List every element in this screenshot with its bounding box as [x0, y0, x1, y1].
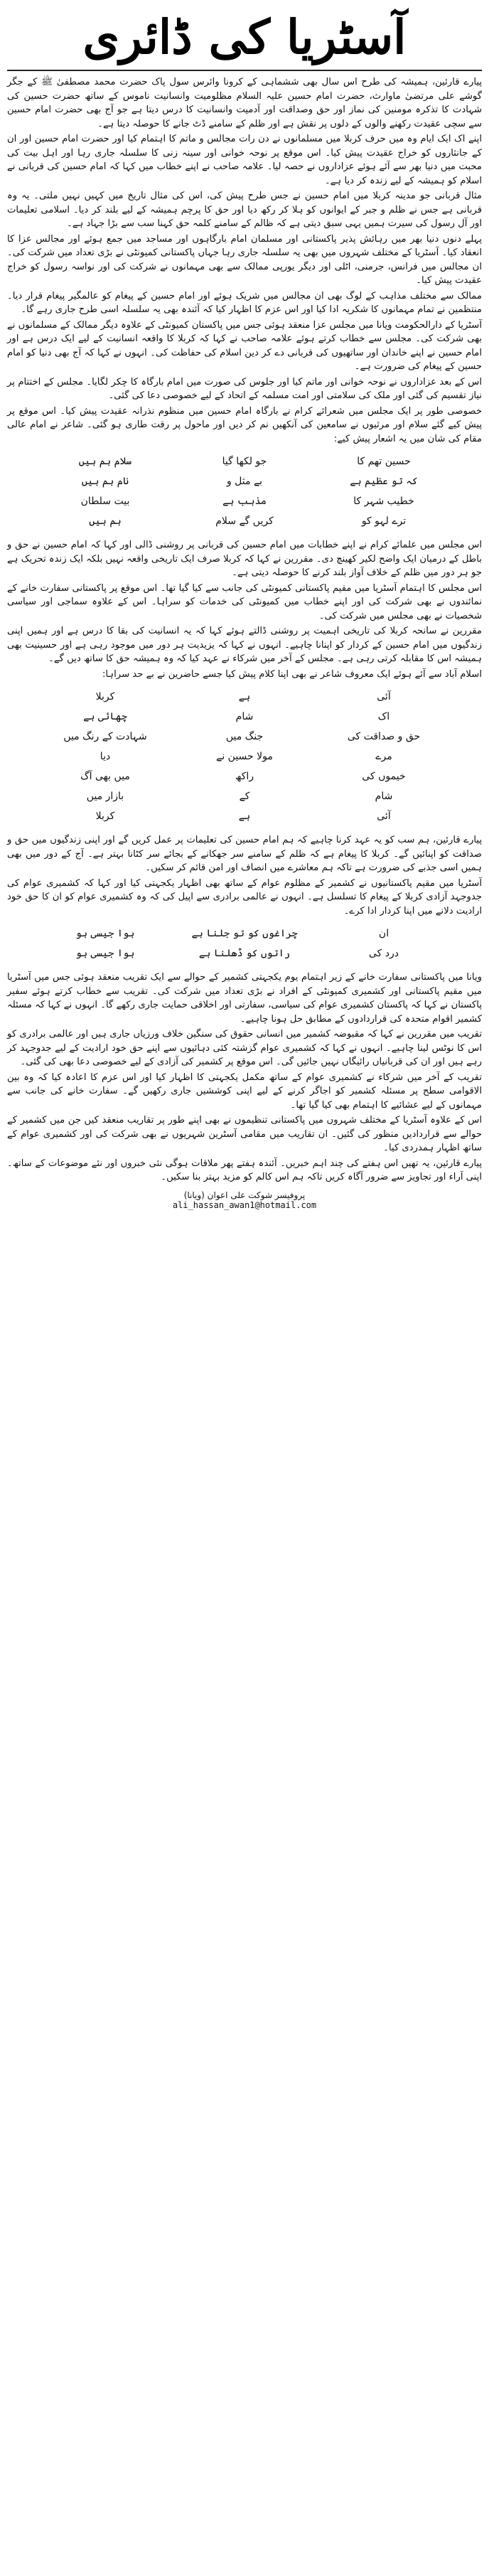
verse-segment: اک	[377, 711, 390, 722]
paragraph: پیارے قارئین، یہ تھیں اس ہفتے کی چند اہم خبریں۔ آئندہ ہفتے پھر ملاقات ہوگی نئی خبروں اور نئے موضوعات کے ساتھ۔ اپنی آراء اور تجاویز سے ضرور آگاہ کریں تاکہ ہم اس کالم کو مزید بہتر بنا سکیں۔	[7, 1158, 482, 1182]
verse-line	[36, 491, 453, 511]
verse-segment: درد کی	[368, 948, 399, 959]
verse-segment: آئی	[377, 691, 391, 702]
paragraph: اسلام آباد سے آئے ہوئے ایک معروف شاعر نے بھی اپنا کلام پیش کیا جسے حاضرین نے بے حد سراہا:	[102, 668, 482, 680]
verse-segment: حق و صداقت کی	[347, 731, 421, 742]
verse-segment: بیت سلطان	[80, 496, 130, 507]
verse-segment: دیا	[100, 751, 111, 762]
verse-segment: کریں گے سلام	[215, 515, 274, 527]
verse-segment: کے	[239, 791, 250, 802]
verse-segment: مذہب ہے	[222, 496, 267, 507]
paragraph: آسٹریا کے دارالحکومت ویانا میں مجلس عزا منعقد ہوئی جس میں پاکستان کمیونٹی کے علاوہ دیگر ممالک کے مسلمانوں نے بھی شرکت کی۔ مجلس سے خطاب کرتے ہوئے علامہ صاحب نے کہا کہ کربلا کا واقعہ انسانیت کے لیے ایک درس ہے اور امام حسین نے اپنے خاندان اور ساتھیوں کی قربانی دے کر دین اسلام کی حفاظت کی۔ انہوں نے کہا کہ آج بھی دنیا کو امام حسین کے پیغام کی ضرورت ہے۔	[7, 319, 482, 372]
verse-segment: کربلا	[95, 811, 115, 822]
verse-segment: ان	[378, 928, 389, 939]
verse-segment: ترے لہو کو	[361, 515, 407, 527]
verse-segment: ہوا جیسی ہو	[75, 928, 135, 939]
column-title: آسٹریا کی ڈائری	[82, 9, 407, 65]
paragraph: ممالک سے مختلف مذاہب کے لوگ بھی ان مجالس میں شریک ہوئے اور امام حسین کے پیغام کو عالمگیر پیغام قرار دیا۔ منتظمین نے تمام مہمانوں کا شکریہ ادا کیا اور اس عزم کا اظہار کیا کہ آئندہ بھی یہ سلسلہ اسی طرح جاری رہے گا۔	[7, 290, 482, 315]
verse-block-3	[36, 924, 453, 963]
verse-segment: شام	[235, 711, 254, 722]
verse-segment: راتوں کو ڈھلنا ہے	[198, 948, 291, 959]
column-masthead	[7, 4, 482, 71]
verse-block-2	[36, 687, 453, 826]
verse-segment: نام ہم ہیں	[81, 476, 129, 487]
paragraph: تقریب کے آخر میں شرکاء نے کشمیری عوام کے ساتھ مکمل یکجہتی کا اظہار کیا اور اس عزم کا اعادہ کیا کہ وہ بین الاقوامی سطح پر مسئلہ کشمیر کو اجاگر کرنے کے لیے اپنی کوششیں جاری رکھیں گے۔ سفارت خانے کی جانب سے مہمانوں کے لیے عشائیے کا اہتمام بھی کیا گیا تھا۔	[7, 1071, 482, 1111]
paragraph: مقررین نے سانحہ کربلا کی تاریخی اہمیت پر روشنی ڈالتے ہوئے کہا کہ یہ انسانیت کی بقا کا درس ہے اور ہمیں اپنی زندگیوں میں امام حسین کے کردار کو اپنانا چاہیے۔ انہوں نے کہا کہ یزیدیت ہر دور میں موجود رہی ہے اور حسینیت بھی ہمیشہ اس کا مقابلہ کرتی رہی ہے۔ مجلس کے آخر میں شرکاء نے عہد کیا کہ وہ ہمیشہ حق کا ساتھ دیں گے۔	[7, 626, 482, 664]
paragraph: پیارے قارئین، ہمیشہ کی طرح اس سال بھی ششماہی کے کرونا وائرس سول پاک حضرت محمد مصطفیٰ ﷺ کے جگر گوشے علی مرتضیٰ ماوارث، حضرت امام حسین علیہ السلام مظلومیت وانسانیت ناموس کے ساتھ حضرت حسین کی شہادت کا تذکرہ مومنین کی نماز اور حق وصداقت اور آدمیت وانسانیت کا درس دیتا ہے جو آج بھی حضرت امام حسین سے سچی عقیدت رکھنے والوں کے دلوں پر نقش ہے اور ظلم کے سامنے ڈٹ جانے کا حوصلہ دیتا ہے۔	[7, 77, 482, 129]
verse-segment: چراغوں کو تو جلنا ہے	[191, 928, 298, 939]
verse-segment: چھائی ہے	[83, 711, 127, 722]
paragraph: اس کے بعد عزاداروں نے نوحہ خوانی اور ماتم کیا اور جلوس کی صورت میں امام بارگاہ کا چکر لگایا۔ مجلس کے اختتام پر نیاز تقسیم کی گئی اور ملک کی سلامتی اور امت مسلمہ کے اتحاد کے لیے خصوصی دعا کی گئی۔	[7, 376, 482, 401]
verse-line	[36, 747, 453, 766]
verse-line	[36, 766, 453, 786]
verse-segment: شام	[375, 791, 393, 802]
verse-segment: ہوا جیسی ہو	[75, 948, 135, 959]
verse-line	[36, 806, 453, 826]
verse-segment: کربلا	[95, 691, 115, 702]
verse-segment: شہادت کے رنگ میں	[63, 731, 147, 742]
verse-segment: جنگ میں	[225, 731, 264, 742]
verse-segment: جو لکھا گیا	[222, 456, 267, 467]
verse-segment: خطیب شہر کا	[353, 496, 414, 507]
verse-segment: ہے	[238, 691, 251, 702]
author-byline: پروفیسر شوکت علی اعوان (ویانا)	[183, 1190, 306, 1200]
author-email: ali_hassan_awan1@hotmail.com	[172, 1199, 317, 1210]
paragraph: اس مجلس میں علمائے کرام نے اپنے خطابات میں امام حسین کی قربانی پر روشنی ڈالی اور کہا کہ امام حسین نے حق و باطل کے درمیان ایک واضح لکیر کھینچ دی۔ مقررین نے کہا کہ کربلا صرف ایک تاریخی واقعہ نہیں بلکہ ایک زندہ تحریک ہے جو ہر دور میں ظلم کے خلاف آواز بلند کرنے کا حوصلہ دیتی ہے۔	[7, 540, 482, 578]
verse-segment: خیموں کی	[362, 771, 406, 782]
verse-segment: حسین تھم کا	[357, 456, 411, 467]
verse-segment: آئی	[377, 811, 391, 822]
paragraph: اپنے اک ایک ایام وہ میں حرف کربلا میں مسلمانوں نے دن رات مجالس و ماتم کا اہتمام کیا اور حضرت امام حسین اور ان کے جانثاروں کو خراج عقیدت پیش کیا۔ اس موقع پر نوحہ خوانی اور سینہ زنی کا سلسلہ جاری رہا اور اہل بیت کی محبت میں دنیا بھر سے آئے ہوئے عزاداروں نے حصہ لیا۔ علامہ صاحب نے اپنے خطاب میں کہا کہ امام حسین کی قربانی نے اسلام کو ہمیشہ کے لیے زندہ کر دیا ہے۔	[7, 134, 482, 186]
column-body-part-1	[7, 75, 482, 446]
verse-line	[36, 944, 453, 963]
verse-block-1	[36, 451, 453, 531]
paragraph: اس کے علاوہ آسٹریا کے مختلف شہروں میں پاکستانی تنظیموں نے بھی اپنے طور پر تقاریب منعقد کیں جن میں کشمیر کے حوالے سے قراردادیں منظور کی گئیں۔ ان تقاریب میں مقامی آسٹرین شہریوں نے بھی شرکت کی اور کشمیری عوام کے ساتھ اظہار ہمدردی کیا۔	[7, 1115, 482, 1153]
paragraph: تقریب میں مقررین نے کہا کہ مقبوضہ کشمیر میں انسانی حقوق کی سنگین خلاف ورزیاں جاری ہیں اور عالمی برادری کو اس کا نوٹس لینا چاہیے۔ انہوں نے کہا کہ کشمیری عوام گزشتہ کئی دہائیوں سے اپنے حق خود ارادیت کے لیے جدوجہد کر رہے ہیں اور ان کی قربانیاں رائیگاں نہیں جائیں گی۔ اس موقع پر کشمیر کی آزادی کے لیے خصوصی دعا بھی کی گئی۔	[7, 1029, 482, 1067]
verse-line	[36, 727, 453, 747]
paragraph: ویانا میں پاکستانی سفارت خانے کے زیر اہتمام یوم یکجہتی کشمیر کے حوالے سے ایک تقریب منعقد ہوئی جس میں آسٹریا میں مقیم پاکستانی اور کشمیری کمیونٹی کے افراد نے بڑی تعداد میں شرکت کی۔ تقریب سے خطاب کرتے ہوئے سفیر پاکستان نے کہا کہ پاکستان کشمیری عوام کی سیاسی، سفارتی اور اخلاقی حمایت جاری رکھے گا۔ انہوں نے کہا کہ مسئلہ کشمیر اقوام متحدہ کی قراردادوں کے مطابق حل ہونا چاہیے۔	[7, 972, 482, 1025]
paragraph: مثال قربانی جو مدینہ کربلا میں امام حسین نے جس طرح پیش کی، اس کی مثال تاریخ میں کہیں نہیں ملتی۔ یہ وہ قربانی ہے جس نے ظلم و جبر کے ایوانوں کو ہلا کر رکھ دیا اور حق کا پرچم ہمیشہ کے لیے بلند کر دیا۔ اسلامی تعلیمات اور آل رسول کی سیرت ہمیں یہی سبق دیتی ہے کہ ظالم کے سامنے کلمہ حق کہنا سب سے بڑا جہاد ہے۔	[7, 191, 482, 229]
verse-segment: مولا حسین نے	[216, 751, 273, 762]
verse-segment: مرے	[375, 751, 392, 762]
verse-line	[36, 687, 453, 707]
column-body-part-4	[7, 971, 482, 1185]
verse-segment: بے مثل و	[226, 476, 263, 487]
paragraph: پیارے قارئین، ہم سب کو یہ عہد کرنا چاہیے کہ ہم امام حسین کی تعلیمات پر عمل کریں گے اور اپنی زندگیوں میں حق و صداقت کو اپنائیں گے۔ کربلا کا پیغام ہے کہ ظلم کے سامنے سر جھکانے کے بجائے سر کٹانا بہتر ہے۔ آج کے دور میں بھی ہمیں اسی جذبے کی ضرورت ہے تاکہ ہم معاشرے میں انصاف اور امن قائم کر سکیں۔	[7, 835, 482, 873]
verse-line	[36, 451, 453, 471]
verse-segment: ہم ہیں	[89, 515, 122, 527]
verse-line	[36, 511, 453, 531]
verse-segment: ہے	[238, 811, 251, 822]
paragraph: پہلے دنوں دنیا بھر میں رہائش پذیر پاکستانی اور مسلمان امام بارگاہوں اور مساجد میں جمع ہوئے اور مجالس عزا کا انعقاد کیا۔ آسٹریا کے مختلف شہروں میں بھی یہ سلسلہ جاری رہا جہاں پاکستانی کمیونٹی نے بڑی تعداد میں شرکت کی۔ ان مجالس میں فرانس، جرمنی، اٹلی اور دیگر یورپی ممالک سے بھی مہمانوں نے شرکت کی اور نواسہ رسول کو خراج عقیدت پیش کیا۔	[7, 233, 482, 286]
verse-segment: میں بھی آگ	[80, 771, 130, 782]
column-body-part-2	[7, 538, 482, 681]
verse-segment: بازار میں	[86, 791, 124, 802]
verse-line	[36, 471, 453, 491]
verse-segment: راکھ	[235, 771, 254, 782]
verse-line	[36, 707, 453, 727]
column-body-part-3	[7, 833, 482, 918]
paragraph: اس مجلس کا اہتمام آسٹریا میں مقیم پاکستانی کمیونٹی کی جانب سے کیا گیا تھا۔ اس موقع پر پاکستانی سفارت خانے کے نمائندوں نے بھی شرکت کی اور اپنے خطاب میں کمیونٹی کی خدمات کو سراہا۔ اس کے علاوہ سماجی اور سیاسی شخصیات نے بھی مجلس میں شرکت کی۔	[7, 582, 482, 621]
verse-line	[36, 924, 453, 944]
verse-line	[36, 786, 453, 806]
verse-segment: سلام ہم ہیں	[78, 456, 132, 467]
verse-segment: کہ تو عظیم ہے	[350, 476, 418, 487]
paragraph: خصوصی طور پر ایک مجلس میں شعرائے کرام نے بارگاہ امام حسین میں منظوم نذرانہ عقیدت پیش کیا۔ اس موقع پر پیش کیے گئے سلام اور مرثیوں نے سامعین کی آنکھیں نم کر دیں اور ماحول پر رقت طاری ہو گئی۔ شاعر نے امام عالی مقام کی شان میں یہ اشعار پیش کیے:	[7, 405, 482, 444]
paragraph: آسٹریا میں مقیم پاکستانیوں نے کشمیر کے مظلوم عوام کے ساتھ بھی اظہار یکجہتی کیا اور کہا کہ کشمیری عوام کی جدوجہد آزادی کربلا کے پیغام کا تسلسل ہے۔ انہوں نے عالمی برادری سے اپیل کی کہ وہ کشمیری عوام کو ان کا حق خود ارادیت دلانے میں اپنا کردار ادا کرے۔	[7, 877, 482, 916]
